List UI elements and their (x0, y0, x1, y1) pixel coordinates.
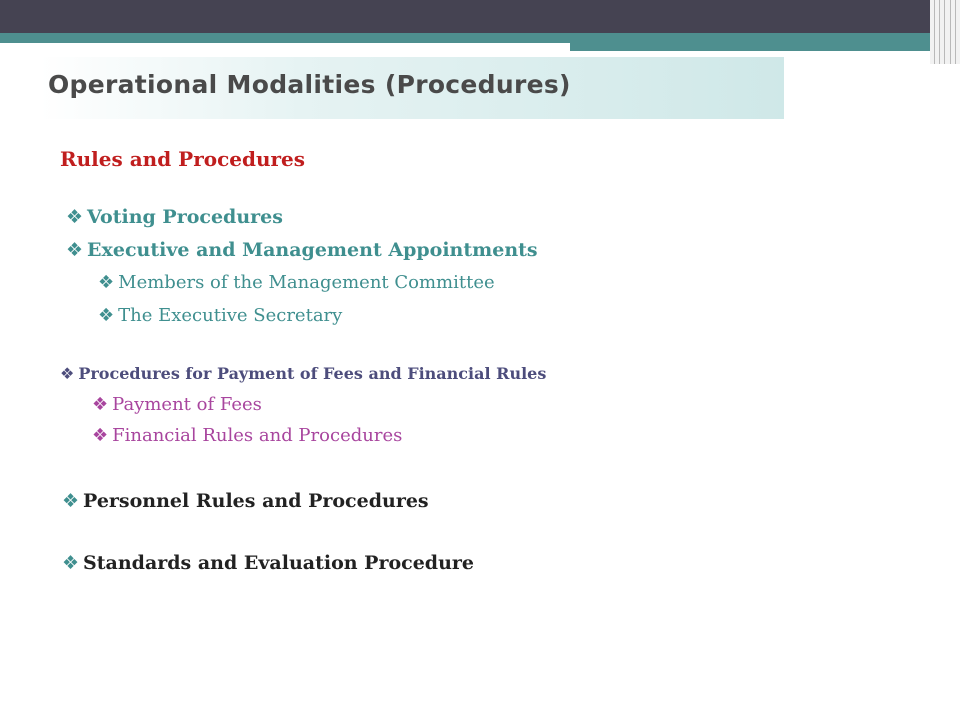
list-item-text: Members of the Management Committee (118, 272, 495, 293)
list-item-text: Voting Procedures (87, 206, 283, 228)
sub-item-executive-secretary (98, 305, 342, 326)
list-item-text: Payment of Fees (112, 394, 262, 415)
sub-item-payment-of-fees (92, 394, 262, 415)
list-item-executive-appointments (66, 239, 538, 261)
list-item-text: The Executive Secretary (118, 305, 343, 326)
teal-band (0, 33, 960, 43)
diamond-bullet-icon: ❖ (60, 364, 75, 383)
sub-item-management-committee (98, 272, 495, 293)
list-item-payment-financial-rules (60, 364, 546, 383)
top-bar (0, 0, 960, 33)
corner-line (950, 0, 951, 64)
section-heading: Rules and Procedures (60, 147, 306, 171)
list-item-text: Procedures for Payment of Fees and Financial Rules (78, 364, 547, 383)
diamond-bullet-icon: ❖ (66, 206, 84, 228)
corner-line (955, 0, 956, 64)
slide-title: Operational Modalities (Procedures) (48, 70, 571, 99)
diamond-bullet-icon: ❖ (92, 394, 109, 415)
list-item-text: Financial Rules and Procedures (112, 425, 403, 446)
diamond-bullet-icon: ❖ (98, 305, 115, 326)
diamond-bullet-icon: ❖ (98, 272, 115, 293)
list-item-text: Executive and Management Appointments (87, 239, 538, 261)
corner-line (934, 0, 935, 64)
sub-item-financial-rules (92, 425, 402, 446)
diamond-bullet-icon: ❖ (66, 239, 84, 261)
list-item-text: Personnel Rules and Procedures (83, 490, 429, 512)
diamond-bullet-icon: ❖ (92, 425, 109, 446)
corner-line (944, 0, 945, 64)
teal-band-extension (570, 43, 960, 51)
diamond-bullet-icon: ❖ (62, 490, 80, 512)
diamond-bullet-icon: ❖ (62, 552, 80, 574)
corner-line (939, 0, 940, 64)
list-item-personnel-rules (62, 490, 429, 512)
list-item-voting-procedures (66, 206, 283, 228)
list-item-text: Standards and Evaluation Procedure (83, 552, 474, 574)
list-item-standards-evaluation (62, 552, 474, 574)
accent-line (570, 51, 888, 53)
